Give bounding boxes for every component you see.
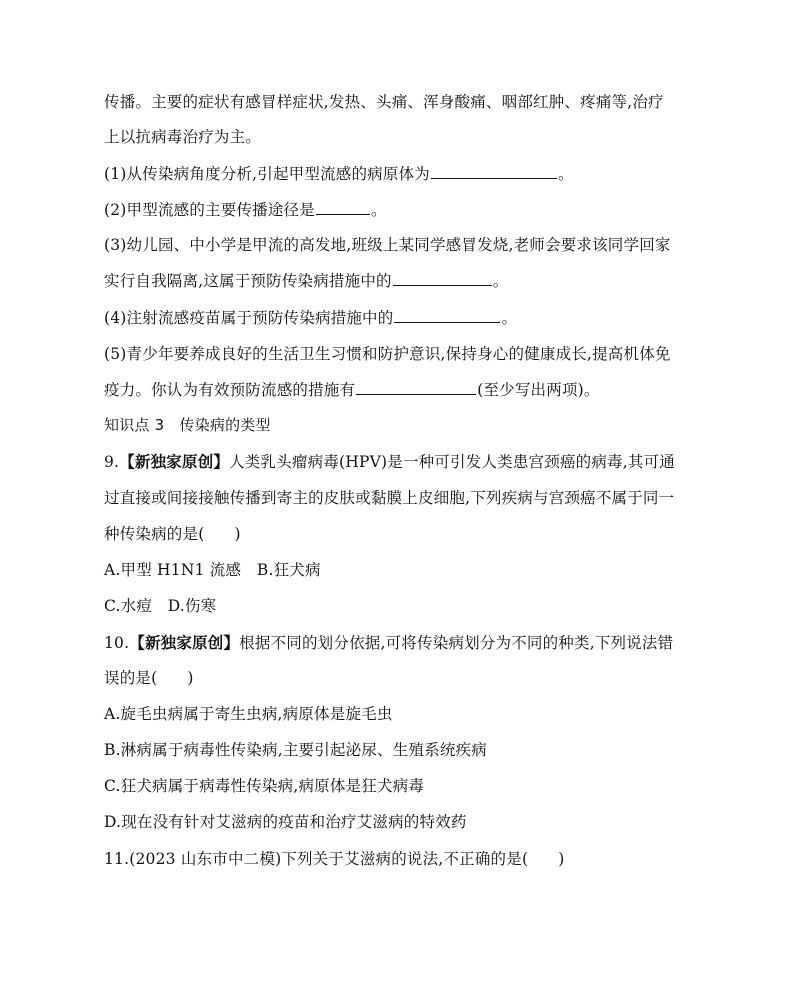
question-9-number: 9. xyxy=(104,453,120,471)
section-heading: 知识点 3 传染病的类型 xyxy=(104,416,271,434)
question-8-part-1-text: (1)从传染病角度分析,引起甲型流感的病原体为 xyxy=(104,165,430,183)
question-8-part-4-text: (4)注射流感疫苗属于预防传染病措施中的 xyxy=(104,309,394,327)
question-10-tag: 【新独家原创】 xyxy=(129,634,240,652)
question-8-part-3-text: 实行自我隔离,这属于预防传染病措施中的 xyxy=(104,272,392,290)
question-8-part-3-line-1: (3)幼儿园、中小学是甲流的高发地,班级上某同学感冒发烧,老师会要求该同学回家 xyxy=(104,236,671,254)
question-9-options-row-2: C.水痘 D.伤寒 xyxy=(104,597,217,615)
continuation-line-2: 上以抗病毒治疗为主。 xyxy=(104,128,262,146)
question-11-text: 11.(2023 山东市中二模)下列关于艾滋病的说法,不正确的是( xyxy=(104,850,529,868)
closing-paren: ) xyxy=(187,669,194,687)
question-9-line-1 xyxy=(104,452,675,472)
closing-paren: ) xyxy=(234,525,241,543)
question-8-part-2-text: (2)甲型流感的主要传播途径是 xyxy=(104,201,315,219)
question-9-options-row-1: A.甲型 H1N1 流感 B.狂犬病 xyxy=(104,561,321,579)
question-8-part-5-line-1: (5)青少年要养成良好的生活卫生习惯和防护意识,保持身心的健康成长,提高机体免 xyxy=(104,345,671,363)
punctuation: 。 xyxy=(557,165,574,183)
question-8-part-4 xyxy=(104,308,517,328)
question-10-number: 10. xyxy=(104,634,130,652)
question-9-line-3 xyxy=(104,524,241,544)
question-11-line-1 xyxy=(104,849,564,869)
answer-blank[interactable] xyxy=(394,308,500,323)
question-10-stem-end: 误的是( xyxy=(104,669,158,687)
question-8-part-5-suffix: (至少写出两项)。 xyxy=(477,381,600,399)
question-10-text: 根据不同的划分依据,可将传染病划分为不同的种类,下列说法错 xyxy=(239,634,674,652)
question-10-option-c: C.狂犬病属于病毒性传染病,病原体是狂犬病毒 xyxy=(104,777,425,795)
question-10-option-a: A.旋毛虫病属于寄生虫病,病原体是旋毛虫 xyxy=(104,705,393,723)
question-8-part-3-line-2 xyxy=(104,271,508,291)
answer-blank[interactable] xyxy=(356,380,476,395)
answer-blank[interactable] xyxy=(393,271,492,286)
question-9-tag: 【新独家原创】 xyxy=(119,453,230,471)
question-8-part-1 xyxy=(104,164,574,184)
question-8-part-5-text: 疫力。你认为有效预防流感的措施有 xyxy=(104,381,356,399)
question-10-option-d: D.现在没有针对艾滋病的疫苗和治疗艾滋病的特效药 xyxy=(104,813,467,831)
punctuation: 。 xyxy=(492,272,509,290)
question-8-part-5-line-2 xyxy=(104,380,600,400)
question-9-text: 人类乳头瘤病毒(HPV)是一种可引发人类患宫颈癌的病毒,其可通 xyxy=(229,453,675,471)
question-9-line-2: 过直接或间接接触传播到寄主的皮肤或黏膜上皮细胞,下列疾病与宫颈癌不属于同一 xyxy=(104,489,675,507)
closing-paren: ) xyxy=(558,850,565,868)
question-8-part-2 xyxy=(104,200,387,220)
question-10-line-2 xyxy=(104,668,194,688)
answer-blank[interactable] xyxy=(316,200,370,215)
question-10-option-b: B.淋病属于病毒性传染病,主要引起泌尿、生殖系统疾病 xyxy=(104,741,487,759)
punctuation: 。 xyxy=(370,201,387,219)
continuation-line-1: 传播。主要的症状有感冒样症状,发热、头痛、浑身酸痛、咽部红肿、疼痛等,治疗 xyxy=(104,93,664,111)
answer-blank[interactable] xyxy=(431,164,557,179)
question-9-stem-end: 种传染病的是( xyxy=(104,525,205,543)
question-10-line-1 xyxy=(104,633,673,653)
punctuation: 。 xyxy=(501,309,518,327)
